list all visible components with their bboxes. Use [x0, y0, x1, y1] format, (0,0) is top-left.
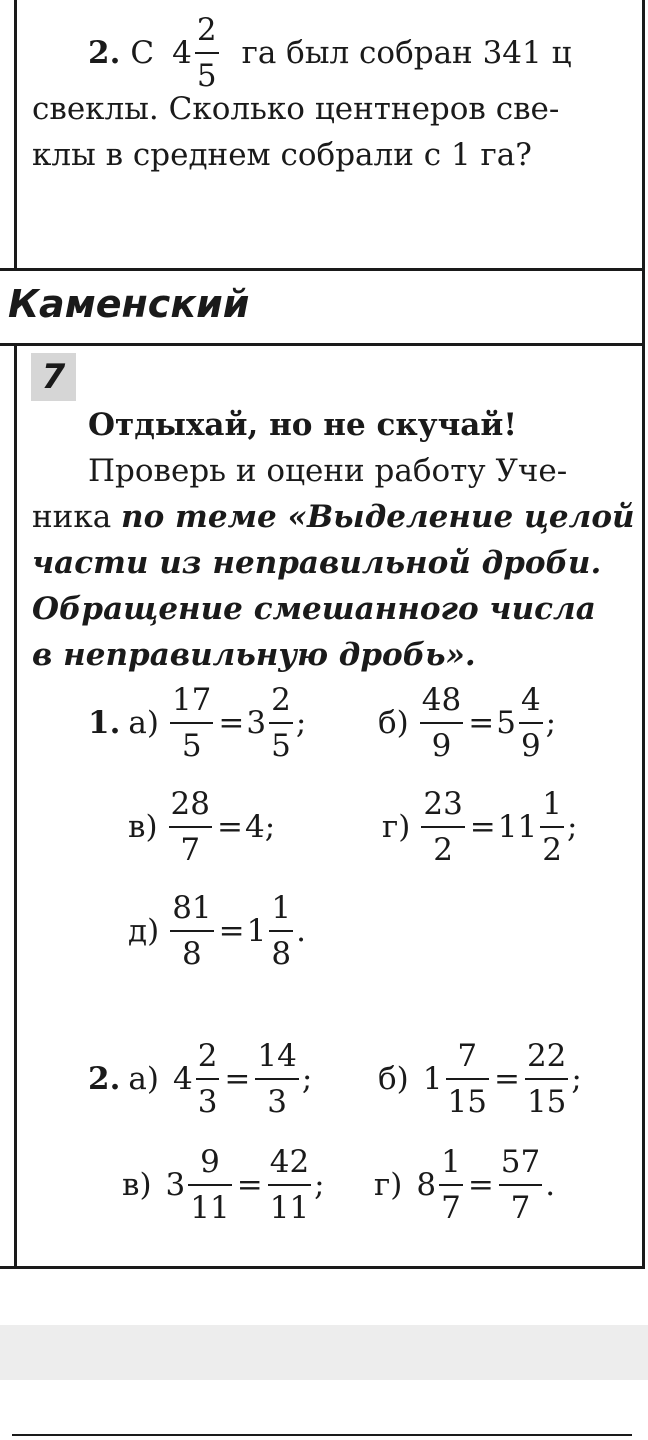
- ex2-a-eq: =: [224, 1061, 251, 1097]
- ex1-v-den: 7: [180, 832, 201, 868]
- task2-word: С: [130, 35, 155, 71]
- ex2-g-end: .: [545, 1167, 556, 1203]
- ex1-a-den: 5: [181, 728, 202, 764]
- ex2-b-frac: [446, 1034, 489, 1124]
- ex1-g-rnum: 1: [540, 782, 564, 828]
- ex2-b-label: б): [378, 1061, 409, 1097]
- ex2-b-whole: 1: [422, 1061, 443, 1097]
- task2-frac-num: 2: [195, 8, 219, 54]
- ex2-g-label: г): [374, 1167, 403, 1203]
- divider-heading-bottom: [0, 343, 645, 346]
- divider-top: [0, 268, 645, 271]
- ex1-a-rden: 5: [271, 728, 291, 764]
- ex1-b-rden: 9: [520, 728, 541, 764]
- ex2-v-rden: 11: [269, 1190, 310, 1226]
- ex2-b-rden: 15: [526, 1084, 567, 1120]
- bottom-rule: [12, 1434, 632, 1436]
- ex1-b-den: 9: [431, 728, 452, 764]
- right-border-top: [642, 0, 645, 345]
- ex1-a-num: 17: [170, 678, 213, 724]
- intro-line2: [32, 499, 635, 535]
- ex1-g-whole: 11: [497, 809, 538, 845]
- ex1-a-label: а): [128, 705, 159, 741]
- ex1-v-eq: =: [217, 809, 243, 845]
- ex2-a-rnum: 14: [255, 1034, 298, 1080]
- ex2-v-whole: 3: [165, 1167, 186, 1203]
- ex2-a: [88, 1034, 312, 1124]
- divider-bottom: [0, 1266, 645, 1269]
- ex1-v-frac: [169, 782, 212, 872]
- author-heading: Каменский: [8, 282, 250, 326]
- ex1-v-result: 4;: [244, 809, 276, 845]
- ex1-d: [128, 886, 306, 976]
- ex2-b-rfrac: [525, 1034, 568, 1124]
- ex1-g-frac: [421, 782, 464, 872]
- task2-fraction: [195, 8, 219, 98]
- ex2-a-end: ;: [301, 1061, 313, 1097]
- intro-theme-1: по теме «Выделение целой: [121, 499, 635, 535]
- ex1-d-den: 8: [182, 936, 202, 972]
- ex1-a-end: ;: [295, 705, 307, 741]
- ex1-b-whole: 5: [496, 705, 516, 741]
- ex1-b-rfrac: [519, 678, 543, 768]
- section-number: 7: [41, 357, 66, 397]
- intro-lead: Проверь и оцени работу Уче-: [88, 453, 568, 489]
- ex1-g-end: ;: [566, 809, 578, 845]
- ex2-v-rnum: 42: [268, 1140, 311, 1186]
- ex2-b-end: ;: [571, 1061, 582, 1097]
- ex1-g-den: 2: [433, 832, 453, 868]
- ex2-g-den: 7: [441, 1190, 461, 1226]
- ex1-b-num: 48: [420, 678, 463, 724]
- ex2-v: [122, 1140, 325, 1230]
- ex2-g: [374, 1140, 555, 1230]
- ex2-v-end: ;: [314, 1167, 325, 1203]
- ex1-g-rden: 2: [542, 832, 562, 868]
- ex2-b-num: 7: [446, 1034, 489, 1080]
- ex2-g-num: 1: [439, 1140, 463, 1186]
- ex2-b: [378, 1034, 582, 1124]
- ex2-g-rfrac: [499, 1140, 542, 1230]
- ex1-b-label: б): [378, 705, 409, 741]
- ex2-b-eq: =: [493, 1061, 520, 1097]
- ex2-g-rnum: 57: [499, 1140, 542, 1186]
- ex1-d-label: д): [128, 913, 160, 949]
- ex1-a-rfrac: [269, 678, 293, 768]
- ex2-b-rnum: 22: [525, 1034, 568, 1080]
- ex2-v-rfrac: [268, 1140, 311, 1230]
- ex2-a-rfrac: [255, 1034, 298, 1124]
- ex1-b: [378, 678, 556, 768]
- ex2-a-den: 3: [197, 1084, 218, 1120]
- ex1-g: [382, 782, 577, 872]
- ex2-g-whole: 8: [416, 1167, 437, 1203]
- intro-title: Отдыхай, но не скучай!: [88, 407, 517, 443]
- task2-line1: [88, 8, 572, 98]
- ex2-g-rden: 7: [510, 1190, 531, 1226]
- ex2-g-eq: =: [467, 1167, 494, 1203]
- ex1-g-rfrac: [540, 782, 564, 872]
- ex2-a-rden: 3: [267, 1084, 287, 1120]
- ex1-b-end: ;: [545, 705, 557, 741]
- ex2-v-num: 9: [188, 1140, 231, 1186]
- ex1-d-num: 81: [170, 886, 213, 932]
- intro-theme-4: в неправильную дробь».: [32, 637, 476, 673]
- gray-band: [0, 1325, 648, 1380]
- intro-lead-2: ника: [32, 499, 112, 535]
- ex2-a-label: а): [128, 1061, 159, 1097]
- right-border-bottom: [642, 345, 645, 1268]
- ex1-v: [128, 782, 275, 872]
- ex2-b-den: 15: [447, 1084, 487, 1120]
- task2-line2: свеклы. Сколько центнеров све-: [32, 91, 560, 127]
- ex1-a-rnum: 2: [269, 678, 293, 724]
- ex1-d-eq: =: [218, 913, 245, 949]
- ex1-d-frac: [170, 886, 213, 976]
- ex1-a-eq: =: [218, 705, 245, 741]
- task2-number: 2.: [88, 35, 121, 71]
- intro-theme-3: Обращение смешанного числа: [32, 591, 596, 627]
- task2-frac-den: 5: [196, 58, 217, 94]
- ex2-v-label: в): [122, 1167, 152, 1203]
- intro-theme-2: части из неправильной дроби.: [32, 545, 602, 581]
- ex1-d-whole: 1: [246, 913, 267, 949]
- ex1-a-frac: [170, 678, 213, 768]
- ex1-a: [88, 678, 306, 768]
- ex1-d-rfrac: [269, 886, 293, 976]
- ex2-v-frac: [188, 1140, 231, 1230]
- ex1-d-end: .: [296, 913, 306, 949]
- task2-mixed-whole: 4: [172, 35, 192, 71]
- ex1-b-frac: [420, 678, 463, 768]
- ex1-b-eq: =: [468, 705, 495, 741]
- ex2-a-whole: 4: [172, 1061, 193, 1097]
- ex2-a-num: 2: [196, 1034, 220, 1080]
- ex1-g-label: г): [382, 809, 411, 845]
- left-border-top: [14, 0, 17, 270]
- ex1-v-num: 28: [169, 782, 212, 828]
- ex1-d-rnum: 1: [269, 886, 293, 932]
- task2-line3: клы в среднем собрали с 1 га?: [32, 137, 532, 173]
- section-number-badge: [31, 353, 76, 401]
- ex2-g-frac: [439, 1140, 463, 1230]
- left-border-bottom: [14, 345, 17, 1268]
- ex1-a-whole: 3: [246, 705, 267, 741]
- ex1-g-eq: =: [469, 809, 496, 845]
- ex1-g-num: 23: [421, 782, 464, 828]
- ex2-v-eq: =: [236, 1167, 263, 1203]
- ex2-a-frac: [196, 1034, 220, 1124]
- ex1-v-label: в): [128, 809, 158, 845]
- ex2-v-den: 11: [190, 1190, 230, 1226]
- ex1-d-rden: 8: [271, 936, 292, 972]
- ex2-number: 2.: [88, 1061, 121, 1097]
- ex1-b-rnum: 4: [519, 678, 543, 724]
- task2-line1-rest: га был собран 341 ц: [241, 35, 572, 71]
- ex1-number: 1.: [88, 705, 121, 741]
